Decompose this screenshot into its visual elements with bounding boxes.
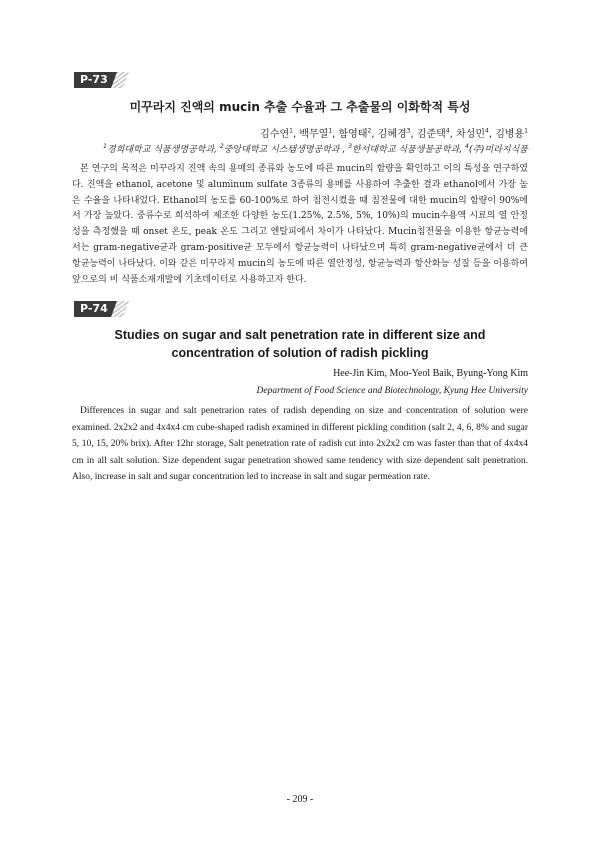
aff-sup: 3: [348, 143, 353, 150]
author-name: 김병용: [495, 129, 525, 140]
affiliation-p74: Department of Food Science and Biotechnology, Kyung Hee University: [256, 386, 528, 396]
affiliation: 경희대학교 식품생명공학과,: [106, 145, 218, 155]
author-sup: 4: [485, 127, 489, 135]
poster-title-p73: 미꾸라지 진액의 mucin 추출 수율과 그 추출물의 이화학적 특성: [129, 100, 471, 114]
abstract-p74: Differences in sugar and salt penetrarion rates of radish depending on size and concentration of solution were examined. 2x2x2 and 4x4x4 cm cube-shaped radish examined in different pickling condition (salt 2, 4, 6, 8% and sugar 5, 10, 15, 20% brix). After 12hr storage, Salt penetration rate of radish cut into 2x2x2 cm was faster than that of 4x4x4 cm in all salt solution. Size dependent sugar penetration showed same tendency with size dependent salt penetration. Also, increase in salt and sugar concentration led to increase in salt and sugar permeation rate.: [72, 406, 528, 482]
author-name: 차성민: [456, 129, 485, 140]
affiliations-p73: [103, 142, 528, 155]
author-name: 김준택: [416, 129, 446, 140]
poster-tag-p74: P-74: [74, 301, 118, 317]
aff-sup: 4: [464, 143, 469, 150]
author-sup: 1: [524, 127, 528, 135]
abstract-p73: 본 연구의 목적은 미꾸라지 진액 속의 용매의 종류와 농도에 따른 mucin의 함량을 확인하고 이의 특성을 연구하였다. 진액을 ethanol, acetone 및 aluminum sulfate 3종류의 용매를 사용하여 추출한 결과 ethanol에서 가장 높은 수율을 나타내었다. Ethanol의 농도를 60-100%로 하여 침전시켰을 때 침전물에 대한 mucin의 함량이 90%에서 가장 높았다. 중류수로 희석하여 제조한 다양한 농도(1.25%, 2.5%, 5%, 10%)의 mucin수용액 시료의 열 안정성을 측정했을 때 onset 온도, peak 온도 그리고 엔탈피에서 차이가 나타났다. Mucin침전물을 이용한 항균능력에서는 gram-negative균과 gram-positive균 모두에서 항균능력이 나타났으며 특히 gram-negative균에서 더 큰 항균능력이 나타났다. 이와 같은 미꾸라지 mucin의 농도에 따른 열안정성, 항균능력과 항산화능 성질 등을 이용하여 앞으로의 비 식품소재개발에 기초데이터로 사용하고자 한다.: [72, 164, 528, 285]
author-sup: 1: [328, 127, 333, 135]
author-sup: 3: [406, 127, 411, 135]
author-name: 김수연: [260, 129, 290, 140]
aff-sup: 2: [219, 143, 224, 150]
aff-sup: 1: [103, 143, 107, 150]
authors-p73: 김수연$^1$, 백무열$^1$, 함영태$^2$, 김혜경$^3$, 김준택$^4$, 차성민$^4$, 김병용$^1$: [260, 127, 528, 140]
page-number: - 209 -: [286, 794, 314, 805]
affiliation: 중앙대학교 시스템생명공학과 ,: [223, 145, 346, 155]
author-name: 함영태: [338, 129, 368, 140]
author-sup: 1: [289, 127, 293, 135]
poster-tag-p73: P-73: [74, 72, 118, 88]
author-name: 김혜경: [377, 129, 407, 140]
affiliation: (주)미라지식품: [468, 145, 528, 155]
author-sup: 4: [445, 127, 450, 135]
poster-title-p74: Studies on sugar and salt penetration rate in different size and concentration of solution of radish pickling: [114, 328, 486, 360]
authors-p74: Hee-Jin Kim, Moo-Yeol Baik, Byung-Yong Kim: [333, 368, 528, 379]
affiliation: 한서대학교 식품생물공학과,: [352, 145, 463, 155]
author-sup: 2: [367, 127, 372, 135]
author-name: 백무열: [299, 129, 329, 140]
